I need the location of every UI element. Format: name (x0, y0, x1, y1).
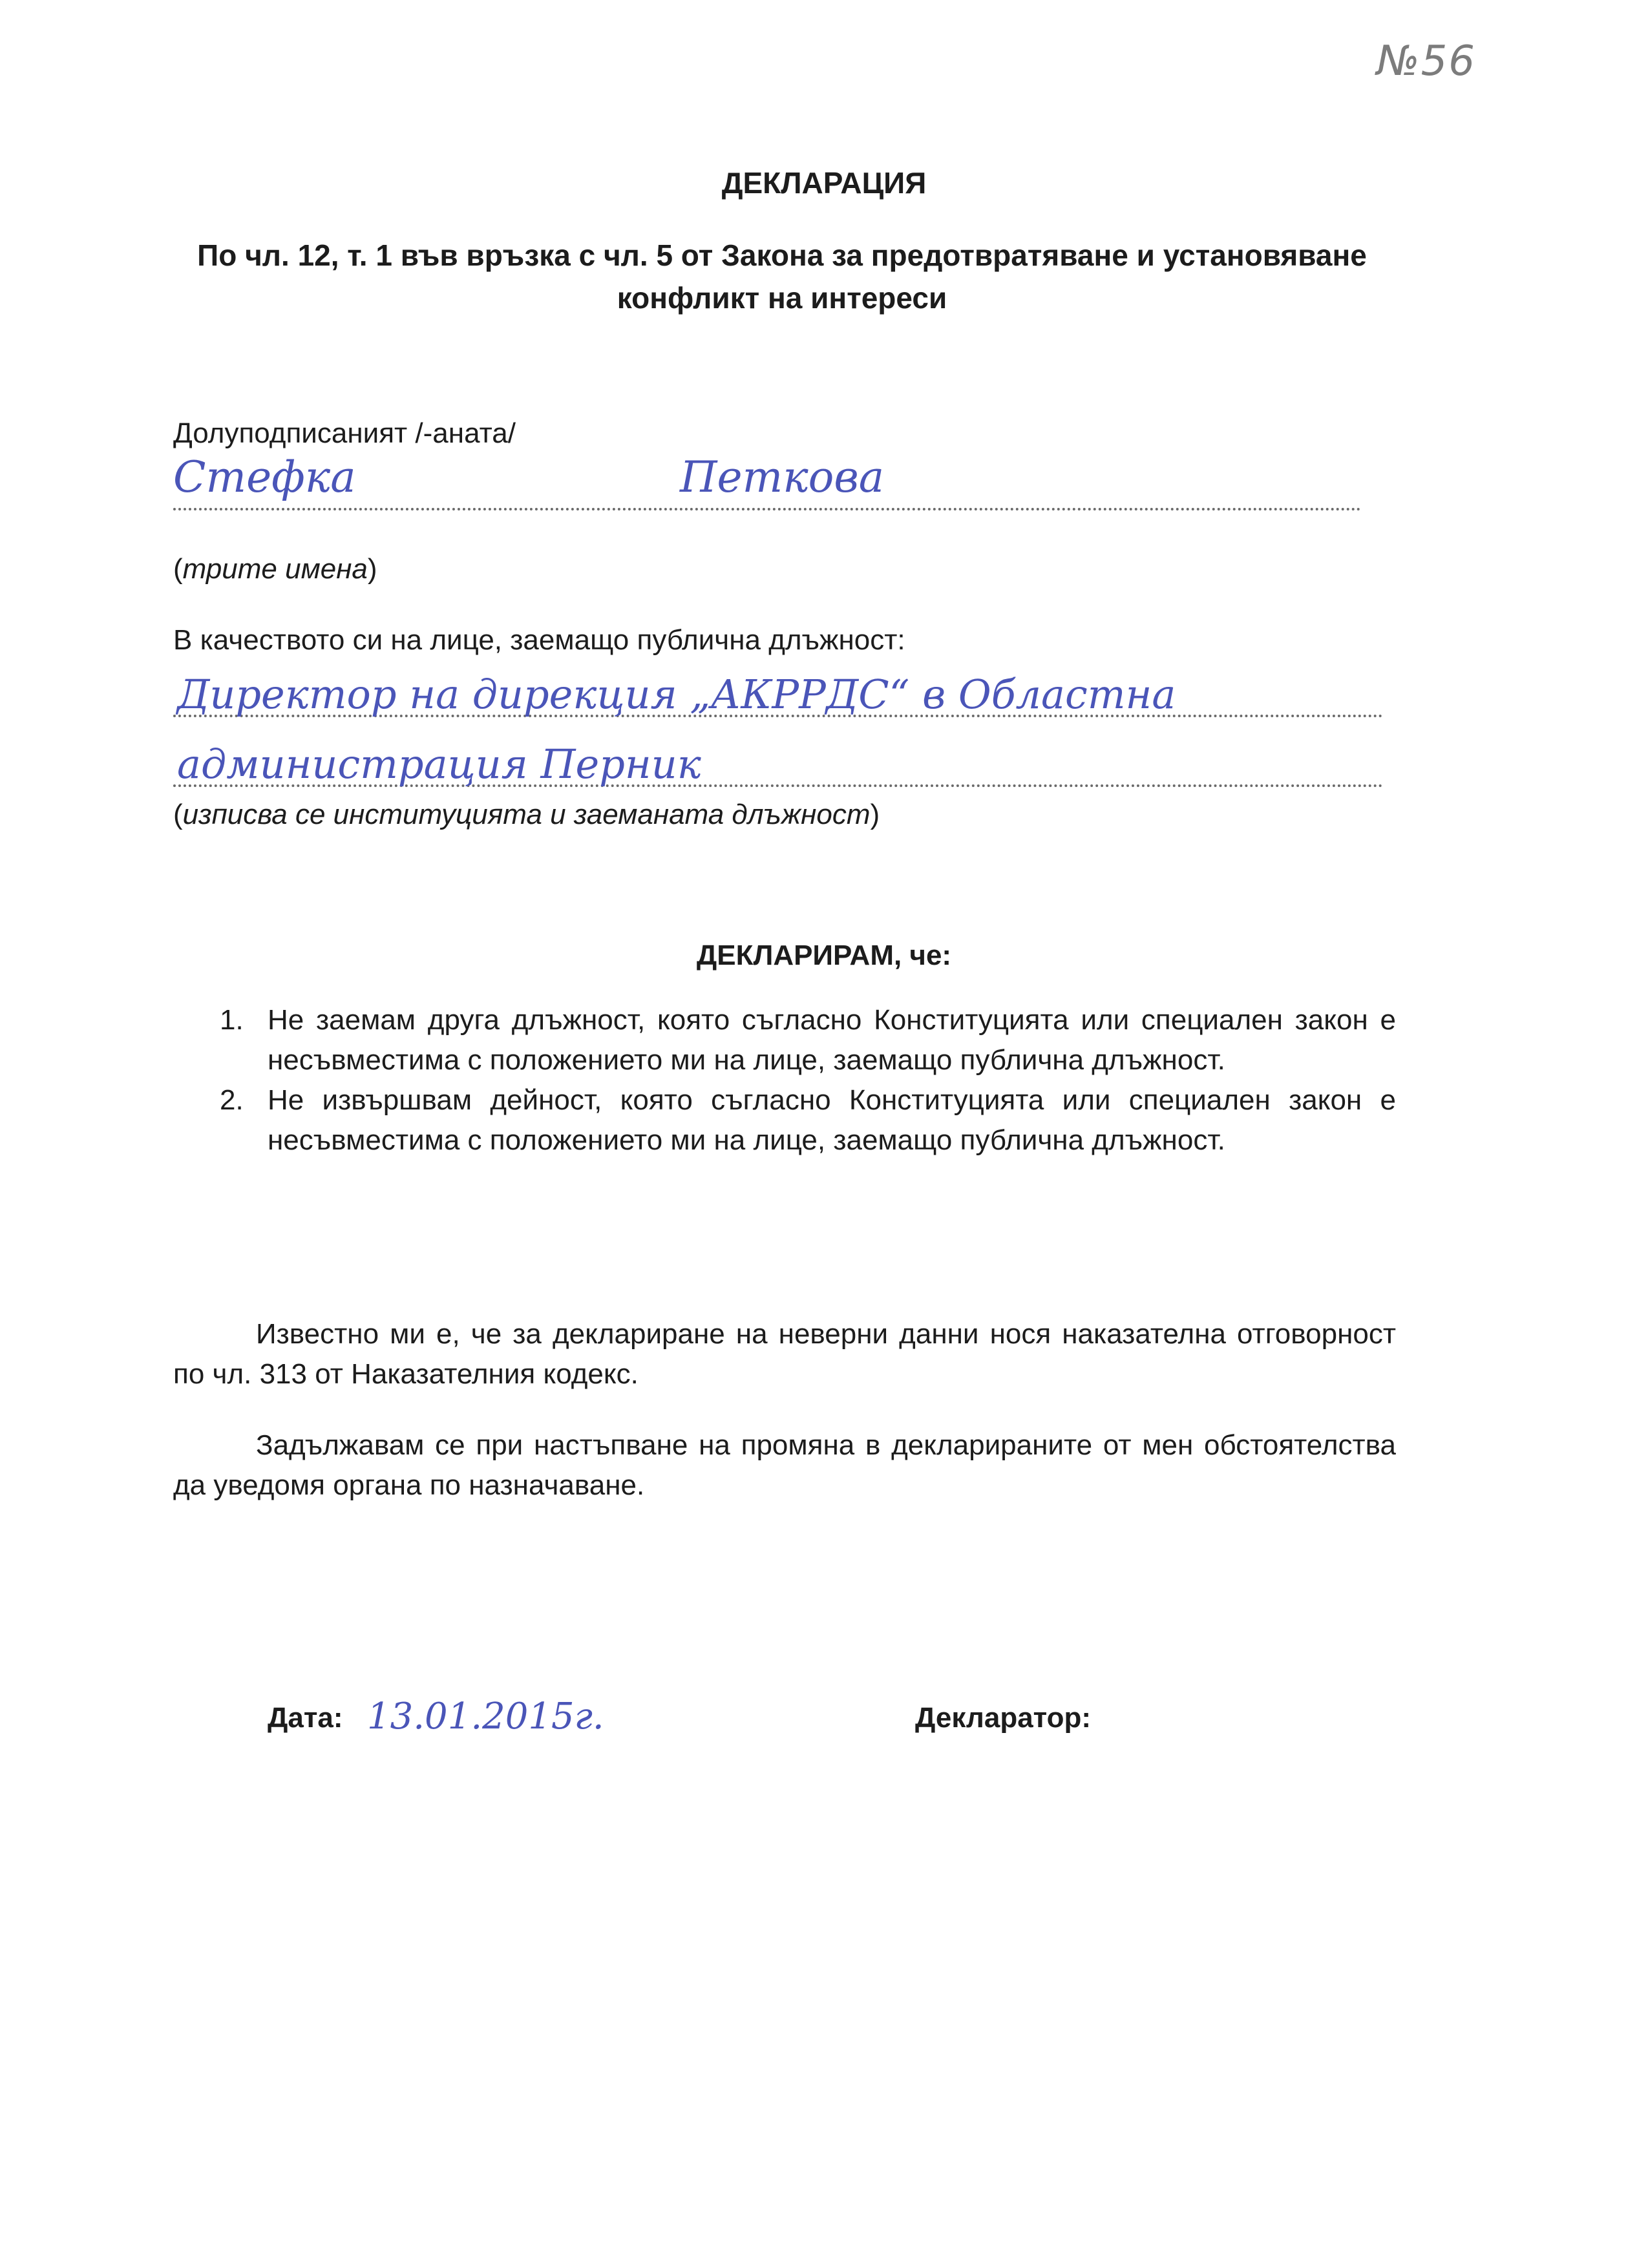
list-item (220, 1080, 1396, 1160)
liability-paragraph: Известно ми е, че за деклариране на неверни данни нося наказателна отговорност по чл. 313 от Наказателния кодекс. (173, 1318, 1396, 1390)
list-item-number: 1. (220, 1004, 244, 1036)
declarations-list (220, 1000, 1396, 1160)
position-caption: (изписва се институцията и заеманата длъжност) (173, 799, 880, 830)
position-label: В качеството си на лице, заемащо публична длъжност: (173, 624, 905, 656)
list-item-number: 2. (220, 1084, 244, 1116)
list-item-text: Не заемам друга длъжност, която съгласно Конституцията или специален закон е несъвместима с положението ми на лице, заемащо публична длъжност. (268, 1004, 1396, 1076)
handwritten-family-name: Петкова (680, 452, 885, 502)
date-label: Дата: (268, 1702, 343, 1734)
handwritten-position-line-1: Директор на дирекция „АКРРДС“ в Областна (177, 671, 1176, 718)
handwritten-date: 13.01.2015г. (367, 1696, 604, 1738)
list-item (220, 1000, 1396, 1080)
list-item-text: Не извършвам дейност, която съгласно Конституцията или специален закон е несъвместима с положението ми на лице, заемащо публична длъжност. (268, 1084, 1396, 1156)
document-title: ДЕКЛАРАЦИЯ (721, 166, 927, 200)
declarator-label: Декларатор: (915, 1702, 1092, 1734)
names-caption: (трите имена) (173, 553, 377, 585)
handwritten-first-name: Стефка (173, 452, 356, 502)
undersigned-label: Долуподписаният /-аната/ (173, 417, 516, 449)
handwritten-reference-number: №56 (1377, 37, 1476, 85)
handwritten-position-line-2: администрация Перник (177, 740, 701, 788)
declaration-heading: ДЕКЛАРИРАМ, че: (696, 940, 952, 971)
obligation-paragraph: Задължавам се при настъпване на промяна в декларираните от мен обстоятелства да уведомя органа по назначаване. (173, 1429, 1396, 1501)
document-subtitle: По чл. 12, т. 1 във връзка с чл. 5 от Закона за предотвратяване и установяване конфликт на интереси (197, 238, 1367, 315)
name-dotted-line (173, 508, 1361, 510)
